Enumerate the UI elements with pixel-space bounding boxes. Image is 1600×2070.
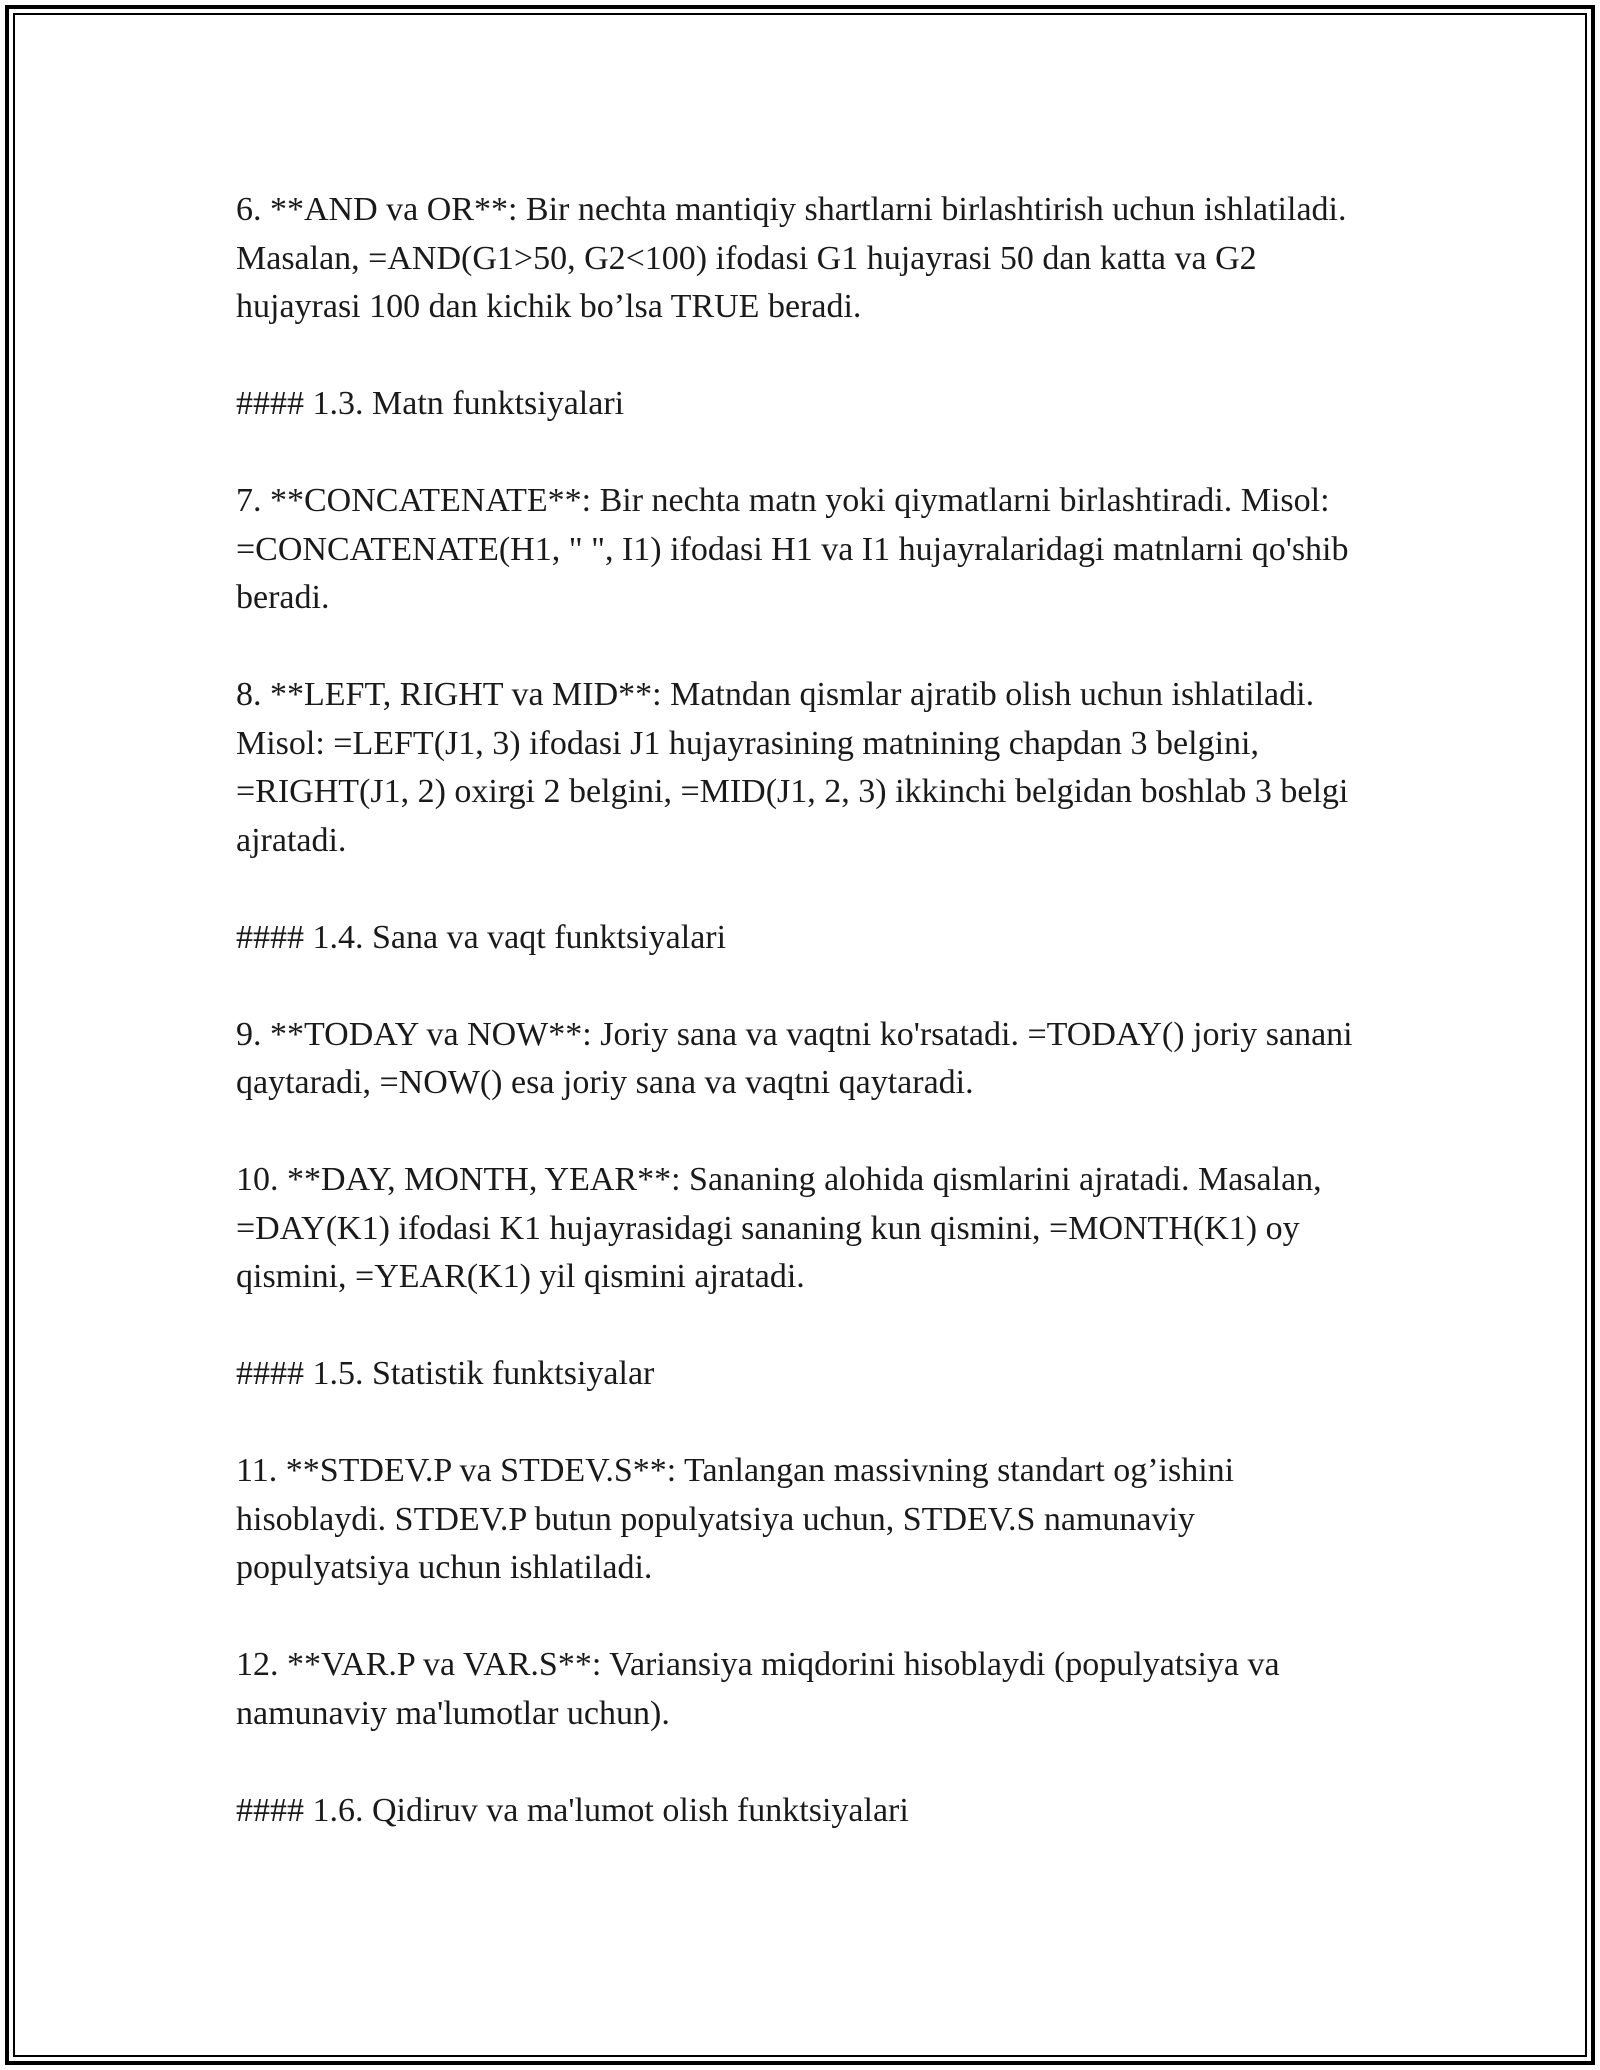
heading-lookup-functions: #### 1.6. Qidiruv va ma'lumot olish funktsiyalari: [236, 1791, 909, 1829]
paragraph-today-now: 9. **TODAY va NOW**: Joriy sana va vaqtni ko'rsatadi. =TODAY() joriy sanani qaytaradi, =NOW() esa joriy sana va vaqtni qaytaradi.: [236, 1015, 1353, 1101]
paragraph-concatenate: 7. **CONCATENATE**: Bir nechta matn yoki qiymatlarni birlashtiradi. Misol: =CONCATENATE(H1, " ", I1) ifodasi H1 va I1 hujayralaridagi matnlarni qo'shib beradi.: [236, 482, 1349, 616]
paragraph-left-right-mid: 8. **LEFT, RIGHT va MID**: Matndan qismlar ajratib olish uchun ishlatiladi. Misol: =LEFT(J1, 3) ifodasi J1 hujayrasining matnining chapdan 3 belgini, =RIGHT(J1, 2) oxirgi 2 belgini, =MID(J1, 2, 3) ikkinchi belgidan boshlab 3 belgi ajratadi.: [236, 676, 1349, 859]
paragraph-stdev: 11. **STDEV.P va STDEV.S**: Tanlangan massivning standart og’ishini hisoblaydi. STDEV.P butun populyatsiya uchun, STDEV.S namunaviy populyatsiya uchun ishlatiladi.: [236, 1452, 1235, 1586]
document-body: [236, 186, 1366, 1884]
heading-text-functions: #### 1.3. Matn funktsiyalari: [236, 385, 625, 422]
heading-statistical-functions: #### 1.5. Statistik funktsiyalar: [236, 1355, 655, 1392]
paragraph-and-or: 6. **AND va OR**: Bir nechta mantiqiy shartlarni birlashtirish uchun ishlatiladi. Masalan, =AND(G1>50, G2<100) ifodasi G1 hujayrasi 50 dan katta va G2 hujayrasi 100 dan kichik bo’lsa TRUE beradi.: [236, 191, 1347, 325]
heading-date-time-functions: #### 1.4. Sana va vaqt funktsiyalari: [236, 918, 727, 956]
paragraph-var: 12. **VAR.P va VAR.S**: Variansiya miqdorini hisoblaydi (populyatsiya va namunaviy ma'lumotlar uchun).: [236, 1646, 1280, 1732]
paragraph-day-month-year: 10. **DAY, MONTH, YEAR**: Sananing alohida qismlarini ajratadi. Masalan, =DAY(K1) ifodasi K1 hujayrasidagi sananing kun qismini, =MONTH(K1) oy qismini, =YEAR(K1) yil qismini ajratadi.: [236, 1161, 1322, 1295]
